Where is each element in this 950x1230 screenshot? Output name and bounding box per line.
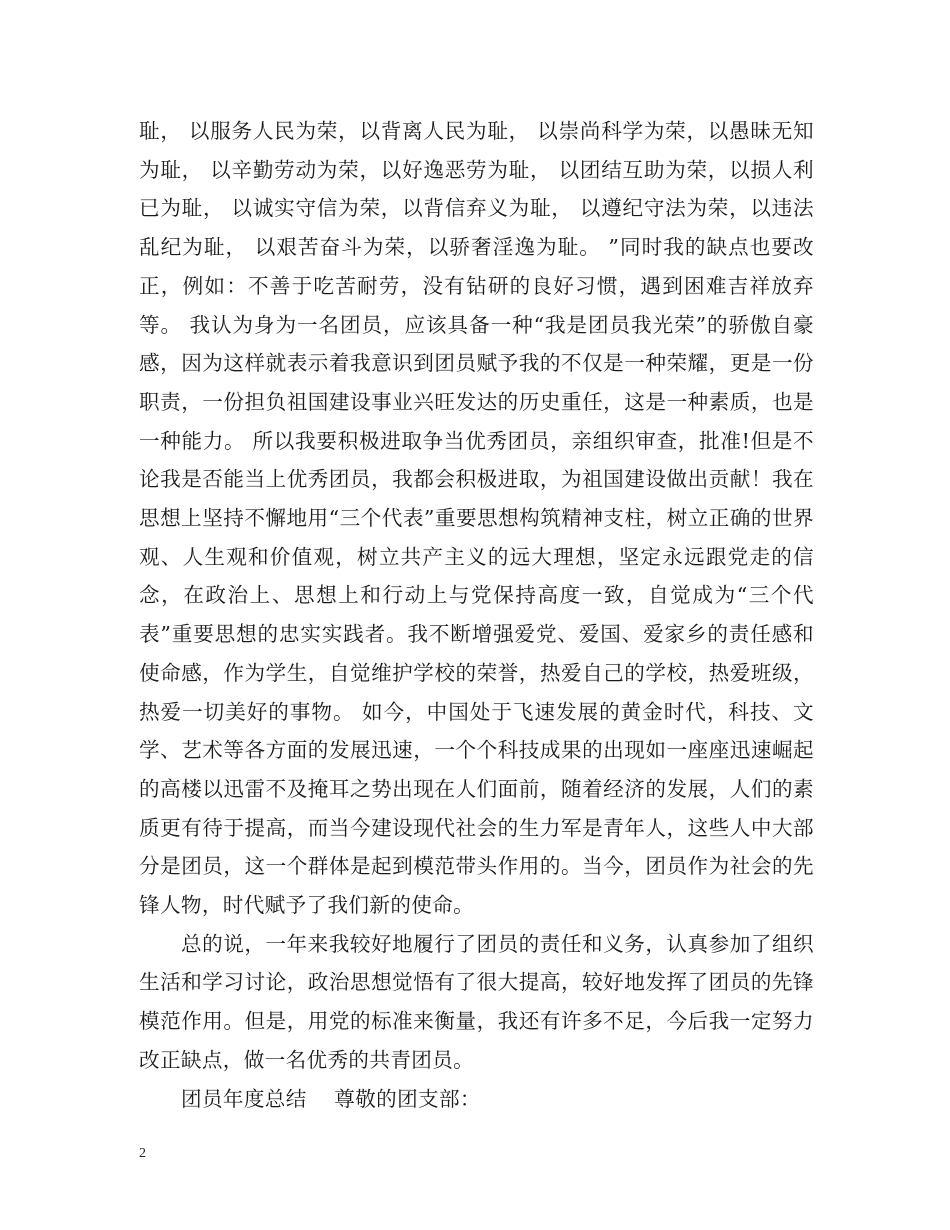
closing-line: 团员年度总结 尊敬的团支部： (181, 1086, 481, 1111)
page-number: 2 (139, 1146, 146, 1161)
paragraph-summary: 总的说，一年来我较好地履行了团员的责任和义务，认真参加了组织生活和学习讨论，政治思想觉悟有了很大提高，较好地发挥了团员的先锋模范作用。但是，用党的标准来衡量，我还有许多不足，今后我一定努力改正缺点，做一名优秀的共青团员。 (139, 931, 814, 1072)
paragraph-continued: 耻， 以服务人民为荣，以背离人民为耻， 以崇尚科学为荣，以愚昧无知为耻， 以辛勤劳动为荣，以好逸恶劳为耻， 以团结互助为荣，以损人利已为耻， 以诚实守信为荣，以背信弃义为耻， 以遵纪守法为荣，以违法乱纪为耻， 以艰苦奋斗为荣，以骄奢淫逸为耻。 ”同时我的缺点也要改正，例如：不善于吃苦耐劳，没有钻研的良好习惯，遇到困难吉祥放弃等。 我认为身为一名团员，应该具备一种“我是团员我光荣”的骄傲自豪感，因为这样就表示着我意识到团员赋予我的不仅是一种荣耀，更是一份职责，一份担负祖国建设事业兴旺发达的历史重任，这是一种素质，也是一种能力。 所以我要积极进取争当优秀团员，亲组织审查，批准!但是不论我是否能当上优秀团员，我都会积极进取，为祖国建设做出贡献！我在思想上坚持不懈地用“三个代表”重要思想构筑精神支柱，树立正确的世界观、人生观和价值观，树立共产主义的远大理想，坚定永远跟党走的信念，在政治上、思想上和行动上与党保持高度一致，自觉成为“三个代表”重要思想的忠实实践者。我不断增强爱党、爱国、爱家乡的责任感和使命感，作为学生，自觉维护学校的荣誉，热爱自己的学校，热爱班级，热爱一切美好的事物。 如今，中国处于飞速发展的黄金时代，科技、文学、艺术等各方面的发展迅速，一个个科技成果的出现如一座座迅速崛起的高楼以迅雷不及掩耳之势出现在人们面前，随着经济的发展，人们的素质更有待于提高，而当今建设现代社会的生力军是青年人，这些人中大部分是团员，这一个群体是起到模范带头作用的。当今，团员作为社会的先锋人物，时代赋予了我们新的使命。 (139, 119, 814, 918)
document-body (139, 112, 814, 1118)
